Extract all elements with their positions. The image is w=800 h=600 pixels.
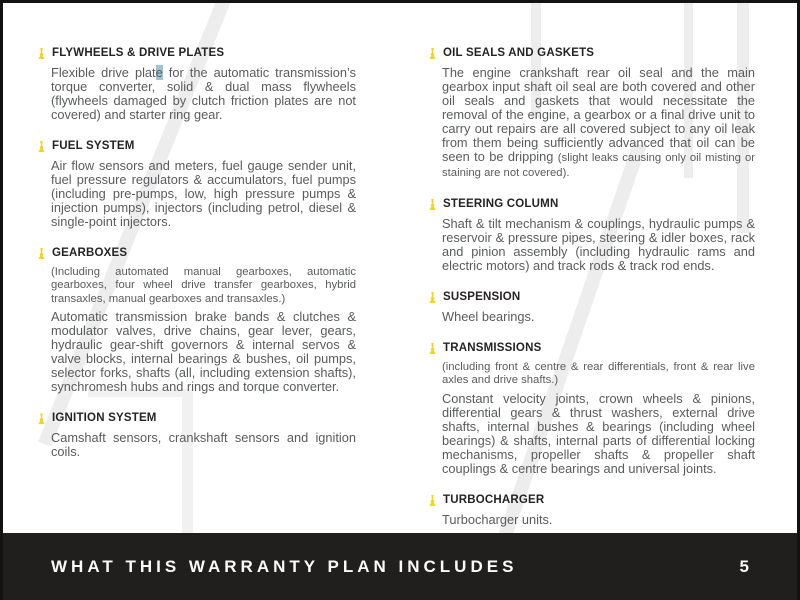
- section-heading: GEARBOXES: [52, 247, 128, 259]
- section-heading: TRANSMISSIONS: [443, 342, 542, 354]
- pawn-bullet-icon: [429, 199, 436, 210]
- section-note: (Including automated manual gearboxes, automatic gearboxes, four wheel drive transfer gearboxes, hybrid transaxles, manual gearboxes and transaxles.): [51, 266, 356, 305]
- section-body: Constant velocity joints, crown wheels & pinions, differential gears & thrust washers, external drive shafts, internal bushes & bearings (including wheel bearings) & shafts, internal parts of differential locking mechanisms, propeller shafts & propeller shaft couplings & centre bearings and universal joints.: [442, 390, 755, 476]
- section-heading: FUEL SYSTEM: [52, 140, 135, 152]
- section-steering-column: [442, 198, 755, 273]
- body-text: for the automatic transmission’s torque converter, solid & dual mass flywheels (flywheels damaged by clutch friction plates are not covered) and starter ring gear.: [51, 65, 357, 122]
- section-body: Wheel bearings.: [442, 309, 535, 324]
- section-ignition-system: [51, 412, 356, 459]
- section-body: Shaft & tilt mechanism & couplings, hydraulic pumps & reservoir & pressure pipes, steering & idler boxes, rack and pinion assembly (including hydraulic rams and electric motors) and track rods & track rod ends.: [442, 216, 755, 273]
- section-body: Camshaft sensors, crankshaft sensors and ignition coils.: [51, 430, 356, 460]
- section-transmissions: [442, 342, 755, 476]
- pawn-bullet-icon: [429, 343, 436, 354]
- section-heading-row: [429, 291, 755, 304]
- page-number: 5: [739, 556, 749, 576]
- section-heading: OIL SEALS AND GASKETS: [443, 47, 595, 59]
- highlighted-character: e: [155, 65, 163, 80]
- section-body: Turbocharger units.: [442, 511, 553, 527]
- section-oil-seals-gaskets: [442, 47, 755, 180]
- section-heading: IGNITION SYSTEM: [52, 412, 157, 425]
- section-body: Automatic transmission brake bands & clutches & modulator valves, drive chains, gear lever, gears, hydraulic gear-shift governors & internal servos & valve blocks, internal bearings & bushes, oil pumps, selector forks, shafts (all, including extension shafts), synchromesh hubs and rings and torque converter.: [51, 309, 356, 395]
- section-turbocharger: [442, 494, 755, 527]
- section-heading-row: [429, 198, 755, 211]
- section-body: [442, 66, 755, 180]
- section-body: [51, 66, 356, 122]
- body-text: The engine crankshaft rear oil seal and the main gearbox input shaft oil seal are both covered and other oil seals and gaskets that would necessitate the removal of the engine, a gearbox or a final drive unit to carry out repairs are all covered subject to any oil leak from them being sufficiently advanced that oil can be seen to be dripping: [442, 65, 755, 164]
- section-fuel-system: [51, 140, 356, 229]
- section-suspension: [442, 291, 755, 324]
- right-column: [442, 47, 755, 545]
- footer-bar: [0, 533, 800, 600]
- pawn-bullet-icon: [429, 292, 436, 303]
- section-heading-row: [429, 342, 755, 355]
- section-heading-row: [38, 47, 356, 60]
- footer-title: WHAT THIS WARRANTY PLAN INCLUDES: [51, 556, 518, 576]
- section-heading-row: [38, 247, 356, 260]
- body-text: Flexible drive plat: [51, 65, 156, 80]
- section-heading: TURBOCHARGER: [443, 493, 545, 506]
- section-body: Air flow sensors and meters, fuel gauge sender unit, fuel pressure regulators & accumulators, fuel pumps (including pre-pumps, low, high pressure pumps & injection pumps), injectors (including petrol, diesel & single-point injectors.: [51, 158, 356, 229]
- section-heading-row: [429, 494, 755, 507]
- section-heading: SUSPENSION: [443, 291, 521, 303]
- section-heading-row: [38, 140, 356, 153]
- section-heading-row: [38, 412, 356, 425]
- pawn-bullet-icon: [38, 141, 45, 152]
- left-column: [51, 47, 356, 477]
- section-flywheels-drive-plates: [51, 47, 356, 122]
- section-heading-row: [429, 47, 755, 60]
- section-heading: FLYWHEELS & DRIVE PLATES: [52, 47, 225, 59]
- pawn-bullet-icon: [429, 495, 436, 506]
- pawn-bullet-icon: [38, 413, 45, 424]
- section-note: (including front & centre & rear differentials, front & rear live axles and drive shafts.): [442, 361, 755, 387]
- fine-print-text: (slight leaks causing only oil misting or staining are not covered).: [442, 152, 755, 179]
- section-heading: STEERING COLUMN: [443, 198, 559, 210]
- pawn-bullet-icon: [38, 248, 45, 259]
- section-gearboxes: [51, 247, 356, 394]
- pawn-bullet-icon: [38, 48, 45, 59]
- pawn-bullet-icon: [429, 48, 436, 59]
